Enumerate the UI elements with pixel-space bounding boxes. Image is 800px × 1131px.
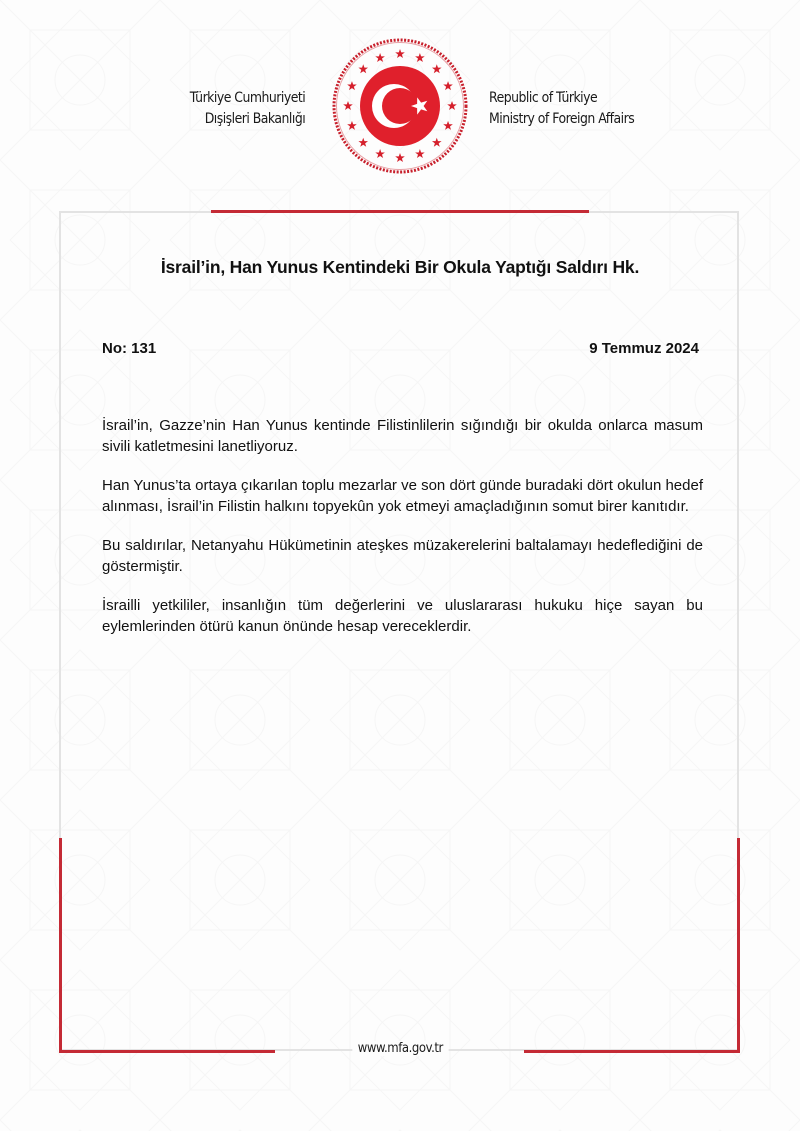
frame-accent-left [59,838,62,1053]
document-body [102,415,703,655]
frame-accent-top [211,210,589,213]
footer [0,1041,800,1056]
letterhead [0,0,800,200]
document-title: İsrail’in, Han Yunus Kentindeki Bir Okula Yaptığı Saldırı Hk. [160,257,640,277]
ministry-name-turkish: Türkiye Cumhuriyeti Dışişleri Bakanlığı [189,90,305,127]
paragraph: İsrailli yetkililer, insanlığın tüm değerlerini ve uluslararası hukuku hiçe sayan bu eylemlerinden ötürü kanun önünde hesap vereceklerdir. [102,597,703,635]
press-release-date: 9 Temmuz 2024 [589,340,699,357]
frame-accent-right [737,838,740,1053]
paragraph: Han Yunus’ta ortaya çıkarılan toplu mezarlar ve son dört günde buradaki dört okulun hedef alınması, İsrail’in Filistin halkını topyekûn yok etmeyi amaçladığının somut birer kanıtıdır. [102,477,703,515]
paragraph: İsrail’in, Gazze’nin Han Yunus kentinde Filistinlilerin sığındığı bir okulda onlarca masum sivili katletmesini lanetliyoruz. [102,417,703,455]
crescent-star-emblem-icon [332,38,468,174]
press-release-number: No: 131 [102,340,157,357]
website-link[interactable]: www.mfa.gov.tr [352,1041,448,1056]
ministry-name-english: Republic of Türkiye Ministry of Foreign Affairs [489,90,635,127]
document-meta [102,340,703,360]
paragraph: Bu saldırılar, Netanyahu Hükümetinin ateşkes müzakerelerini baltalamayı hedeflediğini de göstermiştir. [102,537,703,575]
